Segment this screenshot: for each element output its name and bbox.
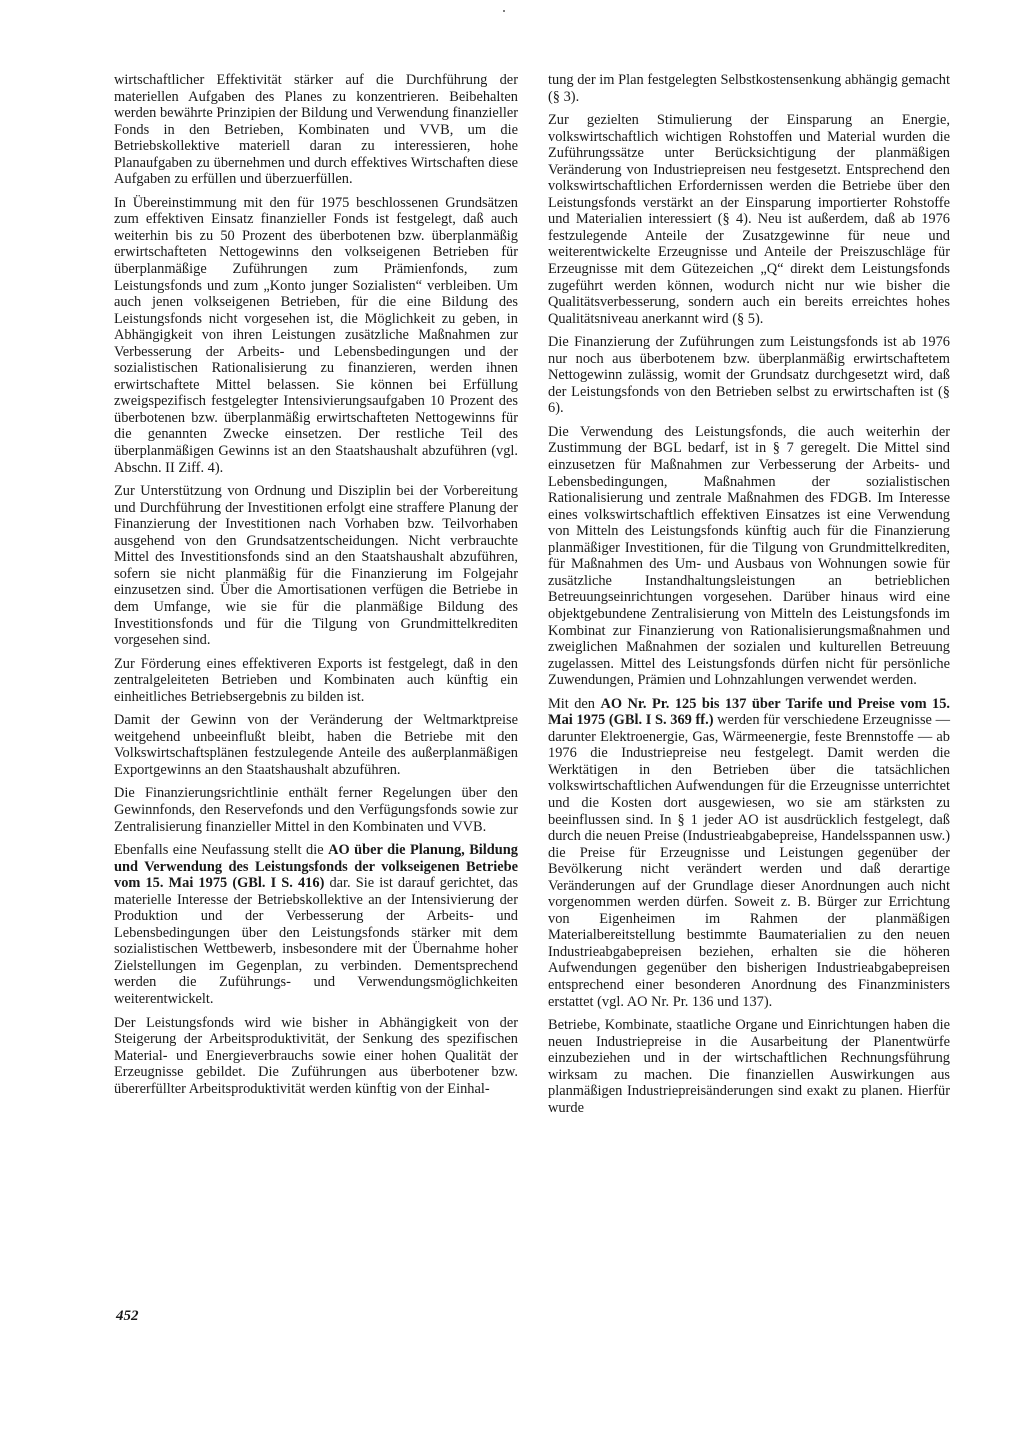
paragraph: Die Verwendung des Leistungsfonds, die auch weiterhin der Zustimmung der BGL bedarf, ist in § 7 geregelt. Die Mittel sind einzusetzen für Maßnahmen zur Verbesserung der Arbeits- und Lebensbedingungen, Maßnahmen der sozialistischen Rationalisierung und zentrale Maßnahmen des FDGB. Im Interesse eines volkswirtschaftlich effektiven Einsatzes ist eine Verwendung von Mitteln des Leistungsfonds künftig auch für die Finanzierung planmäßiger Investitionen, für die Tilgung von Grundmittelkrediten, für Maßnahmen des Um- und Ausbaus von Wohnungen sowie für zusätzliche Instandhaltungsleistungen an betrieblichen Betreuungseinrichtungen vorgesehen. Darüber hinaus wird eine objektgebundene Zentralisierung von Mitteln des Leistungsfonds im Kombinat zur Finanzierung von Rationalisierungsmaßnahmen und zweiglichen Maßnahmen der sozialen und kulturellen Betreuung zugelassen. Mittel des Leistungsfonds dürfen nicht für persönliche Zuwendungen, Prämien und Lohnzahlungen verwendet werden. <box>548 423 950 689</box>
paragraph: Zur Unterstützung von Ordnung und Disziplin bei der Vorbereitung und Durchführung der Investitionen erfolgt eine straffere Planung der Finanzierung der Investitionen nach Vorhaben bzw. Teilvorhaben ausgehend von den Grundsatzentscheidungen. Nicht verbrauchte Mittel des Investitionsfonds sind an den Staatshaushalt abzuführen, sofern sie nicht planmäßig für die Finanzierung im Folgejahr einzusetzen sind. Über die Amortisationen verfügen die Betriebe in dem Umfange, wie sie für die planmäßige Bildung des Investitionsfonds und für die Tilgung von Grundmittelkrediten vorgesehen sind. <box>114 483 518 649</box>
paragraph <box>548 696 950 1010</box>
paragraph-text: Ebenfalls eine Neufassung stellt die <box>114 842 329 859</box>
paragraph-text: werden für verschiedene Erzeugnisse — darunter Elektroenergie, Gas, Wärmeenergie, feste Brennstoffe — ab 1976 die Industriepreise neu festgelegt. Damit werden die Werktätigen in den Betrieben über die tatsächlichen volkswirtschaftlichen Aufwendungen für die Erzeugnisse unterrichtet und die Kosten dort ausgewiesen, wo sie am stärksten zu beeinflussen sind. In § 1 jeder AO ist ausdrücklich festgelegt, daß durch die neuen Preise (Industrieabgabepreise, Handelsspannen usw.) die Preise für Erzeugnisse und Leistungen gegenüber der Bevölkerung nicht verändert werden und daß derartige Veränderungen auf der Grundlage dieser Anordnungen auch nicht vorgenommen werden dürfen. Soweit z. B. Bürger zur Errichtung von Eigenheimen im Rahmen der planmäßigen Materialbereitstellung bestimmte Baumaterialien zu den neuen Industrieabgabepreisen beziehen, erhalten sie die höheren Aufwendungen gegenüber den bisherigen Industrieabgabepreisen entsprechend einer besonderen Anordnung des Finanzministers erstattet (vgl. AO Nr. Pr. 136 und 137). <box>548 712 950 1010</box>
paragraph-text: dar. Sie ist darauf gerichtet, das materielle Interesse der Betriebskollektive an der Intensivierung der Produktion und der Verbesserung der Arbeits- und Lebensbedingungen über den Leistungsfonds stärker mit dem sozialistischen Wettbewerb, insbesondere mit der Übernahme hoher Zielstellungen im Gegenplan, zu verbinden. Dementsprechend werden die Zuführungs- und Verwendungsmöglichkeiten weiterentwickelt. <box>114 875 518 1007</box>
scan-speck <box>503 10 505 12</box>
paragraph: Die Finanzierungsrichtlinie enthält ferner Regelungen über den Gewinnfonds, den Reservefonds und den Verfügungsfonds sowie zur Zentralisierung finanzieller Mittel in den Kombinaten und VVB. <box>114 785 518 835</box>
paragraph: Die Finanzierung der Zuführungen zum Leistungsfonds ist ab 1976 nur noch aus überbotenem bzw. überplanmäßig erwirtschaftetem Nettogewinn zulässig, womit der Grundsatz durchgesetzt wird, daß der Leistungsfonds von den Betrieben selbst zu erwirtschaften ist (§ 6). <box>548 334 950 417</box>
legal-reference: AO über die Planung, Bildung und Verwendung des Leistungsfonds der volkseigenen Betriebe vom 15. Mai 1975 (GBl. I S. 416) <box>114 842 518 892</box>
right-text-column <box>548 72 950 1123</box>
paragraph: Zur Förderung eines effektiveren Exports ist festgelegt, daß in den zentralgeleiteten Betrieben und Kombinaten auch künftig ein einheitliches Betriebsergebnis zu bilden ist. <box>114 655 518 705</box>
paragraph: Betriebe, Kombinate, staatliche Organe und Einrichtungen haben die neuen Industriepreise in die Ausarbeitung der Planentwürfe einzubeziehen und in der wirtschaftlichen Rechnungsführung wirksam zu machen. Die finanziellen Auswirkungen aus planmäßigen Industriepreisänderungen sind exakt zu planen. Hierfür wurde <box>548 1017 950 1116</box>
paragraph: Der Leistungsfonds wird wie bisher in Abhängigkeit von der Steigerung der Arbeitsproduktivität, der Senkung des spezifischen Material- und Energieverbrauchs sowie einer hohen Qualität der Erzeugnisse gebildet. Die Zuführungen aus überbotener bzw. übererfüllter Arbeitsproduktivität werden künftig von der Einhal- <box>114 1014 518 1097</box>
paragraph: In Übereinstimmung mit den für 1975 beschlossenen Grundsätzen zum effektiven Einsatz finanzieller Fonds ist festgelegt, daß auch weiterhin bis zu 50 Prozent des überbotenen bzw. überplanmäßig erwirtschafteten Nettogewinns den volkseigenen Betrieben für überplanmäßige Zuführungen zum Prämienfonds, zum Leistungsfonds und zum „Konto junger Sozialisten“ verbleiben. Um auch jenen volkseigenen Betrieben, für die eine Bildung des Leistungsfonds nicht vorgesehen ist, die Möglichkeit zu geben, in Abhängigkeit von ihren Leistungen zusätzliche Maßnahmen zur Verbesserung der Arbeits- und Lebensbedingungen und der sozialistischen Rationalisierung zu finanzieren, werden ihnen erwirtschaftete Mittel belassen. Sie können bei Erfüllung zweigspezifisch festgelegter Intensivierungsaufgaben 10 Prozent des überbotenen bzw. überplanmäßig erwirtschafteten Nettogewinns für die genannten Zwecke einsetzen. Der restliche Teil des überplanmäßigen Gewinns ist an den Staatshaushalt abzuführen (vgl. Abschn. II Ziff. 4). <box>114 194 518 476</box>
paragraph-text: Mit den <box>548 695 601 712</box>
page-number: 452 <box>116 1308 139 1324</box>
paragraph: Zur gezielten Stimulierung der Einsparung an Energie, volkswirtschaftlich wichtigen Rohstoffen und Material wurden die Zuführungssätze unter Berücksichtigung der planmäßigen Veränderung von Industriepreisen neu festgesetzt. Entsprechend den volkswirtschaftlichen Erfordernissen werden die Betriebe über den Leistungsfonds verstärkt an der Einsparung importierter Rohstoffe und Materialien interessiert (§ 4). Neu ist außerdem, daß ab 1976 festzulegende Anteile der Zusatzgewinne für neue und weiterentwickelte Erzeugnisse und Anteile der Preiszuschläge für Erzeugnisse mit dem Gütezeichen „Q“ direkt dem Leistungsfonds zugeführt werden können, wodurch nicht nur wie bisher die Qualitätsverbesserung, sondern auch ein bereits erreichtes hohes Qualitätsniveau anerkannt wird (§ 5). <box>548 112 950 327</box>
paragraph: tung der im Plan festgelegten Selbstkostensenkung abhängig gemacht (§ 3). <box>548 72 950 105</box>
left-text-column <box>114 72 518 1104</box>
paragraph: wirtschaftlicher Effektivität stärker auf die Durchführung der materiellen Aufgaben des Planes zu konzentrieren. Beibehalten werden bewährte Prinzipien der Bildung und Verwendung finanzieller Fonds in den Betrieben, Kombinaten und VVB, um die Betriebskollektive materiell daran zu interessieren, hohe Planaufgaben zu übernehmen und durch effektives Wirtschaften diese Aufgaben zu erfüllen und überzuerfüllen. <box>114 72 518 188</box>
paragraph: Damit der Gewinn von der Veränderung der Weltmarktpreise weitgehend unbeeinflußt bleibt, haben die Betriebe mit den Volkswirtschaftsplänen festzulegende Anteile des außerplanmäßigen Exportgewinns an den Staatshaushalt abzuführen. <box>114 712 518 778</box>
paragraph <box>114 842 518 1007</box>
legal-reference: AO Nr. Pr. 125 bis 137 über Tarife und Preise vom 15. Mai 1975 (GBl. I S. 369 ff.) <box>548 695 950 729</box>
